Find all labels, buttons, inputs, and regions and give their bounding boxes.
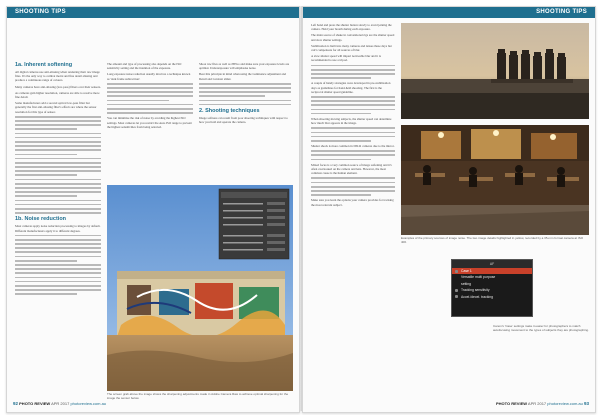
- right-column-1: [311, 23, 395, 209]
- right-col1-text-lines-5: [311, 177, 395, 195]
- heading-inherent-softening: 1a. Inherent softening: [15, 62, 73, 68]
- left-footer-issue: APR 2017: [51, 401, 70, 406]
- left-column-1: [15, 62, 101, 298]
- left-footer-magazine: PHOTO REVIEW: [19, 401, 51, 406]
- left-section-label: SHOOTING TIPS: [15, 9, 66, 15]
- right-col1-text-lines-2: [311, 96, 395, 114]
- right-page-number: 93: [583, 401, 589, 406]
- left-section-header: [7, 7, 299, 18]
- af-case-menu-screenshot: [451, 259, 533, 317]
- left-col1-text-lines: [15, 116, 101, 214]
- left-footer-url: photoreview.com.au: [70, 401, 107, 406]
- left-col3-para-2: Bear this principle in mind when using the Luminance adjustment and Detail and Contrast slider.: [199, 72, 286, 81]
- af-menu-row-3-label: setting: [461, 281, 471, 286]
- left-page-footer: [13, 401, 293, 409]
- right-page: [302, 6, 596, 413]
- right-col1-para-7: Shutter shock is more common in DSLR cameras due to the mirror.: [311, 144, 395, 149]
- left-col3-para-1: Shoot raw files as well as JPEGs and make sure your exposure levels are optimal. Underexposure will emphasise noise.: [199, 62, 290, 71]
- left-col2-para-2: Long exposure noise reduction usually involves a technique known as 'dark frame subtraction'.: [107, 72, 191, 81]
- left-col3-text-lines: [199, 83, 291, 106]
- af-menu-row-5: [452, 294, 532, 300]
- left-col1b-text-lines: [15, 235, 101, 295]
- right-col1-para-6: When shooting moving subjects, the shutter speed can determine how much blur appears in the image.: [311, 116, 392, 126]
- graffiti-photo-caption: The screen grab above the image shows the sharpening adjustments made in Adobe Camera Raw to achieve optimal sharpening for the image the sensor below.: [107, 392, 289, 400]
- heading-shooting-techniques: 2. Shooting techniques: [199, 107, 260, 114]
- tracking-icon: [455, 289, 458, 292]
- left-col1-para-3: As cameras gain higher resolution, cameras are able to resolve more fine detail.: [15, 90, 100, 100]
- right-footer-issue: APR 2017: [527, 401, 547, 406]
- right-col1-para-1: Left hand and press the shutter button slowly to avoid jerking the camera. Hold your breath during each exposure.: [311, 23, 392, 32]
- left-col2-para-1: The amount and type of processing also depends on the ISO sensitivity setting and the intention of the exposure.: [107, 62, 182, 71]
- accel-icon: [455, 295, 458, 298]
- night-cafe-photo: [401, 125, 589, 235]
- right-section-header: [303, 7, 595, 18]
- right-col1-para-3: Stabilisation is built into many cameras and lenses these days but can't compensate for all sources of blur.: [311, 43, 392, 53]
- af-menu-caption: Canon's 'Case' settings make it easier for photographers to match autofocusing movement to the types of subjects they are photographing.: [493, 324, 589, 332]
- af-menu-row-2-label: Versatile multi purpose: [461, 275, 496, 280]
- right-footer-url: photoreview.com.au: [547, 401, 583, 406]
- right-col1-para-2: The main source of shake in conventional rigs are the shutter speed and slow shutter settings.: [311, 33, 395, 42]
- right-page-footer: [309, 401, 589, 409]
- af-menu-tab: AF: [452, 260, 532, 268]
- left-col1b-para-1: Most cameras apply noise reduction processing to images by default. Different manufacturers apply it to different degrees.: [15, 224, 101, 233]
- left-col1-para-1: All digital cameras use anti-aliasing when rendering their raw image files. It's the only way to combat moiré and fine detail aliasing and produce a continuous range of colours.: [15, 70, 100, 83]
- left-col3-para-3: Image softness can result from poor shooting techniques with respect to how you hold and operate the camera.: [199, 115, 288, 125]
- left-column-2: [107, 62, 193, 131]
- heading-noise-reduction: 1b. Noise reduction: [15, 216, 67, 223]
- left-page: [6, 6, 300, 413]
- right-col1-text-lines-4: [311, 150, 395, 160]
- right-col1-para-8: Mixed focus is a very common source of image softening and it's often overlooked on the camera and lens. However, the most common cause is the human element.: [311, 162, 392, 176]
- left-col2-text-lines: [107, 83, 193, 114]
- right-col1-para-4: A slow shutter speed will impart noticeable blur and it is recommended to use a tripod.: [311, 54, 381, 63]
- right-col1-text-lines: [311, 65, 395, 79]
- right-col1-para-9: Make sure you learn the options your camera provides for tracking the most relevant subject.: [311, 198, 394, 207]
- moai-sunset-photo: [401, 23, 589, 119]
- left-col1-para-2: Many cameras have anti-aliasing (low-pass) filters over their sensors.: [15, 84, 101, 89]
- right-section-label: SHOOTING TIPS: [536, 9, 587, 15]
- right-col1-text-lines-3: [311, 127, 395, 141]
- case-icon: [455, 270, 458, 273]
- left-col2-para-3: You can minimise the risk of noise by avoiding the highest ISO settings. Most cameras let you restrict the Auto ISO range to prevent the highest sensitivities from being selected.: [107, 116, 192, 129]
- left-page-number: 92: [13, 401, 19, 406]
- left-column-3: [199, 62, 291, 126]
- right-footer-magazine: PHOTO REVIEW: [495, 401, 528, 406]
- right-col1-para-5: A couple of handy strategies were developed in pre-stabilisation days as guidelines for hand-held shooting. The first is the reciprocal shutter speed guideline.: [311, 81, 391, 94]
- af-menu-row-5-label: Accel./decel. tracking: [461, 294, 494, 299]
- cafe-photo-caption: Examples of the primary sources of image noise. The two image details highlighted in yellow, recorded by a 35-mm format camera at ISO 400.: [401, 236, 584, 244]
- af-menu-row-4-label: Tracking sensitivity: [461, 288, 490, 293]
- night-cafe-photo-art: [401, 125, 589, 235]
- graffiti-building-photo: [107, 185, 293, 391]
- graffiti-building-photo-art: [107, 185, 293, 391]
- af-menu-row-1-label: Case 1: [461, 269, 472, 273]
- moai-sunset-photo-art: [401, 23, 589, 119]
- left-col1-para-4: Some manufacturers add a second optical low-pass filter but generally the first anti-aliasing filter's effects are where the sensor resolution for this type of sensor.: [15, 101, 97, 114]
